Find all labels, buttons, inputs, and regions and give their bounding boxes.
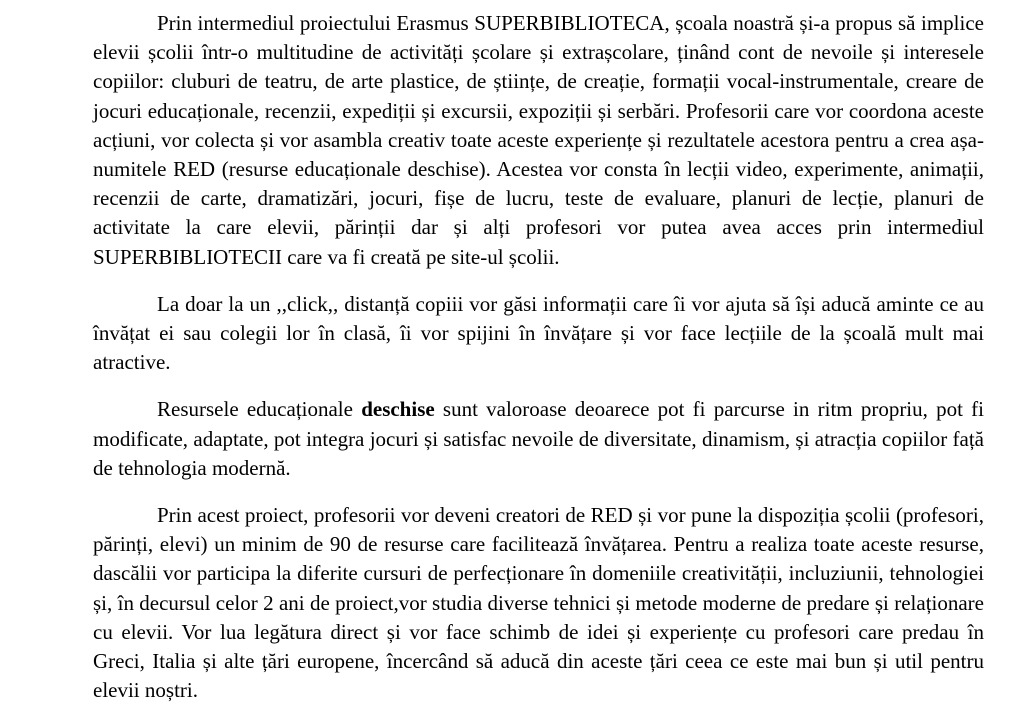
text-line: Prin intermediul proiectului Erasmus SUPERBIBLIOTECA, școala noastră și-a propus să implice (157, 11, 984, 35)
text-line (29, 395, 984, 424)
text-line: părinți, elevi) un minim de 90 de resurse care facilitează învățarea. Pentru a realiza toate aceste resurse, (93, 532, 984, 557)
text-run: sunt valoroase deoarece pot fi parcurse in ritm propriu, pot fi (434, 397, 984, 422)
text-line: modificate, adaptate, pot integra jocuri și satisfac nevoile de diversitate, dinamism, și atracția copiilor față (93, 426, 984, 451)
text-line: cu elevii. Vor lua legătura direct și vor face schimb de idei și experiențe cu profesori care predau în (93, 619, 984, 644)
text-line: acțiuni, vor colecta și vor asambla creativ toate aceste experiențe și rezultatele acestora pentru a crea așa- (93, 127, 984, 152)
paragraph-4 (29, 501, 984, 705)
text-line: activitate la care elevii, părinții dar și alți profesori vor putea avea acces prin intermediul (93, 215, 984, 240)
text-line: recenzii de carte, dramatizări, jocuri, fișe de lucru, teste de evaluare, planuri de lecție, planuri de (93, 186, 984, 211)
text-line: elevii noștri. (93, 678, 198, 703)
paragraph-3 (29, 395, 984, 483)
paragraph-1 (29, 9, 984, 272)
text-line: și, în decursul celor 2 ani de proiect,vor studia diverse tehnici și metode moderne de predare și relaționare (93, 590, 984, 615)
text-line: La doar la un ,,click,, distanță copiii vor găsi informații care îi vor ajuta să își aducă aminte ce au (157, 291, 984, 316)
text-line: numitele RED (resurse educaționale deschise). Acestea vor consta în lecții video, experimente, animații, (93, 157, 984, 182)
text-line: SUPERBIBLIOTECII care va fi creată pe site-ul școlii. (93, 244, 560, 269)
text-line: dascălii vor participa la diferite cursuri de perfecționare în domeniile creativității, incluziunii, tehnologiei (93, 561, 984, 586)
bold-word: deschise (361, 397, 435, 422)
text-line: învățat ei sau colegii lor în clasă, îi vor spijini în învățare și vor face lecțiile de la școală mult mai (93, 321, 984, 346)
text-line: Prin acest proiect, profesorii vor deveni creatori de RED și vor pune la dispoziția școlii (profesori, (157, 503, 984, 528)
text-line: elevii școlii într-o multitudine de activități școlare și extrașcolare, ținând cont de nevoile și interesele (93, 40, 984, 65)
text-line: Greci, Italia și alte țări europene, încercând să aducă din aceste țări ceea ce este mai bun și util pentru (93, 649, 984, 674)
text-line: de tehnologia modernă. (93, 455, 291, 480)
text-run: Resursele educaționale (157, 397, 362, 422)
text-line: copiilor: cluburi de teatru, de arte plastice, de științe, de creație, formații vocal-instrumentale, creare de (93, 69, 984, 94)
text-line: atractive. (93, 350, 171, 375)
paragraph-2 (29, 290, 984, 378)
text-line: jocuri educaționale, recenzii, expediții și excursii, expoziții și serbări. Profesorii care vor coordona aceste (93, 98, 984, 123)
